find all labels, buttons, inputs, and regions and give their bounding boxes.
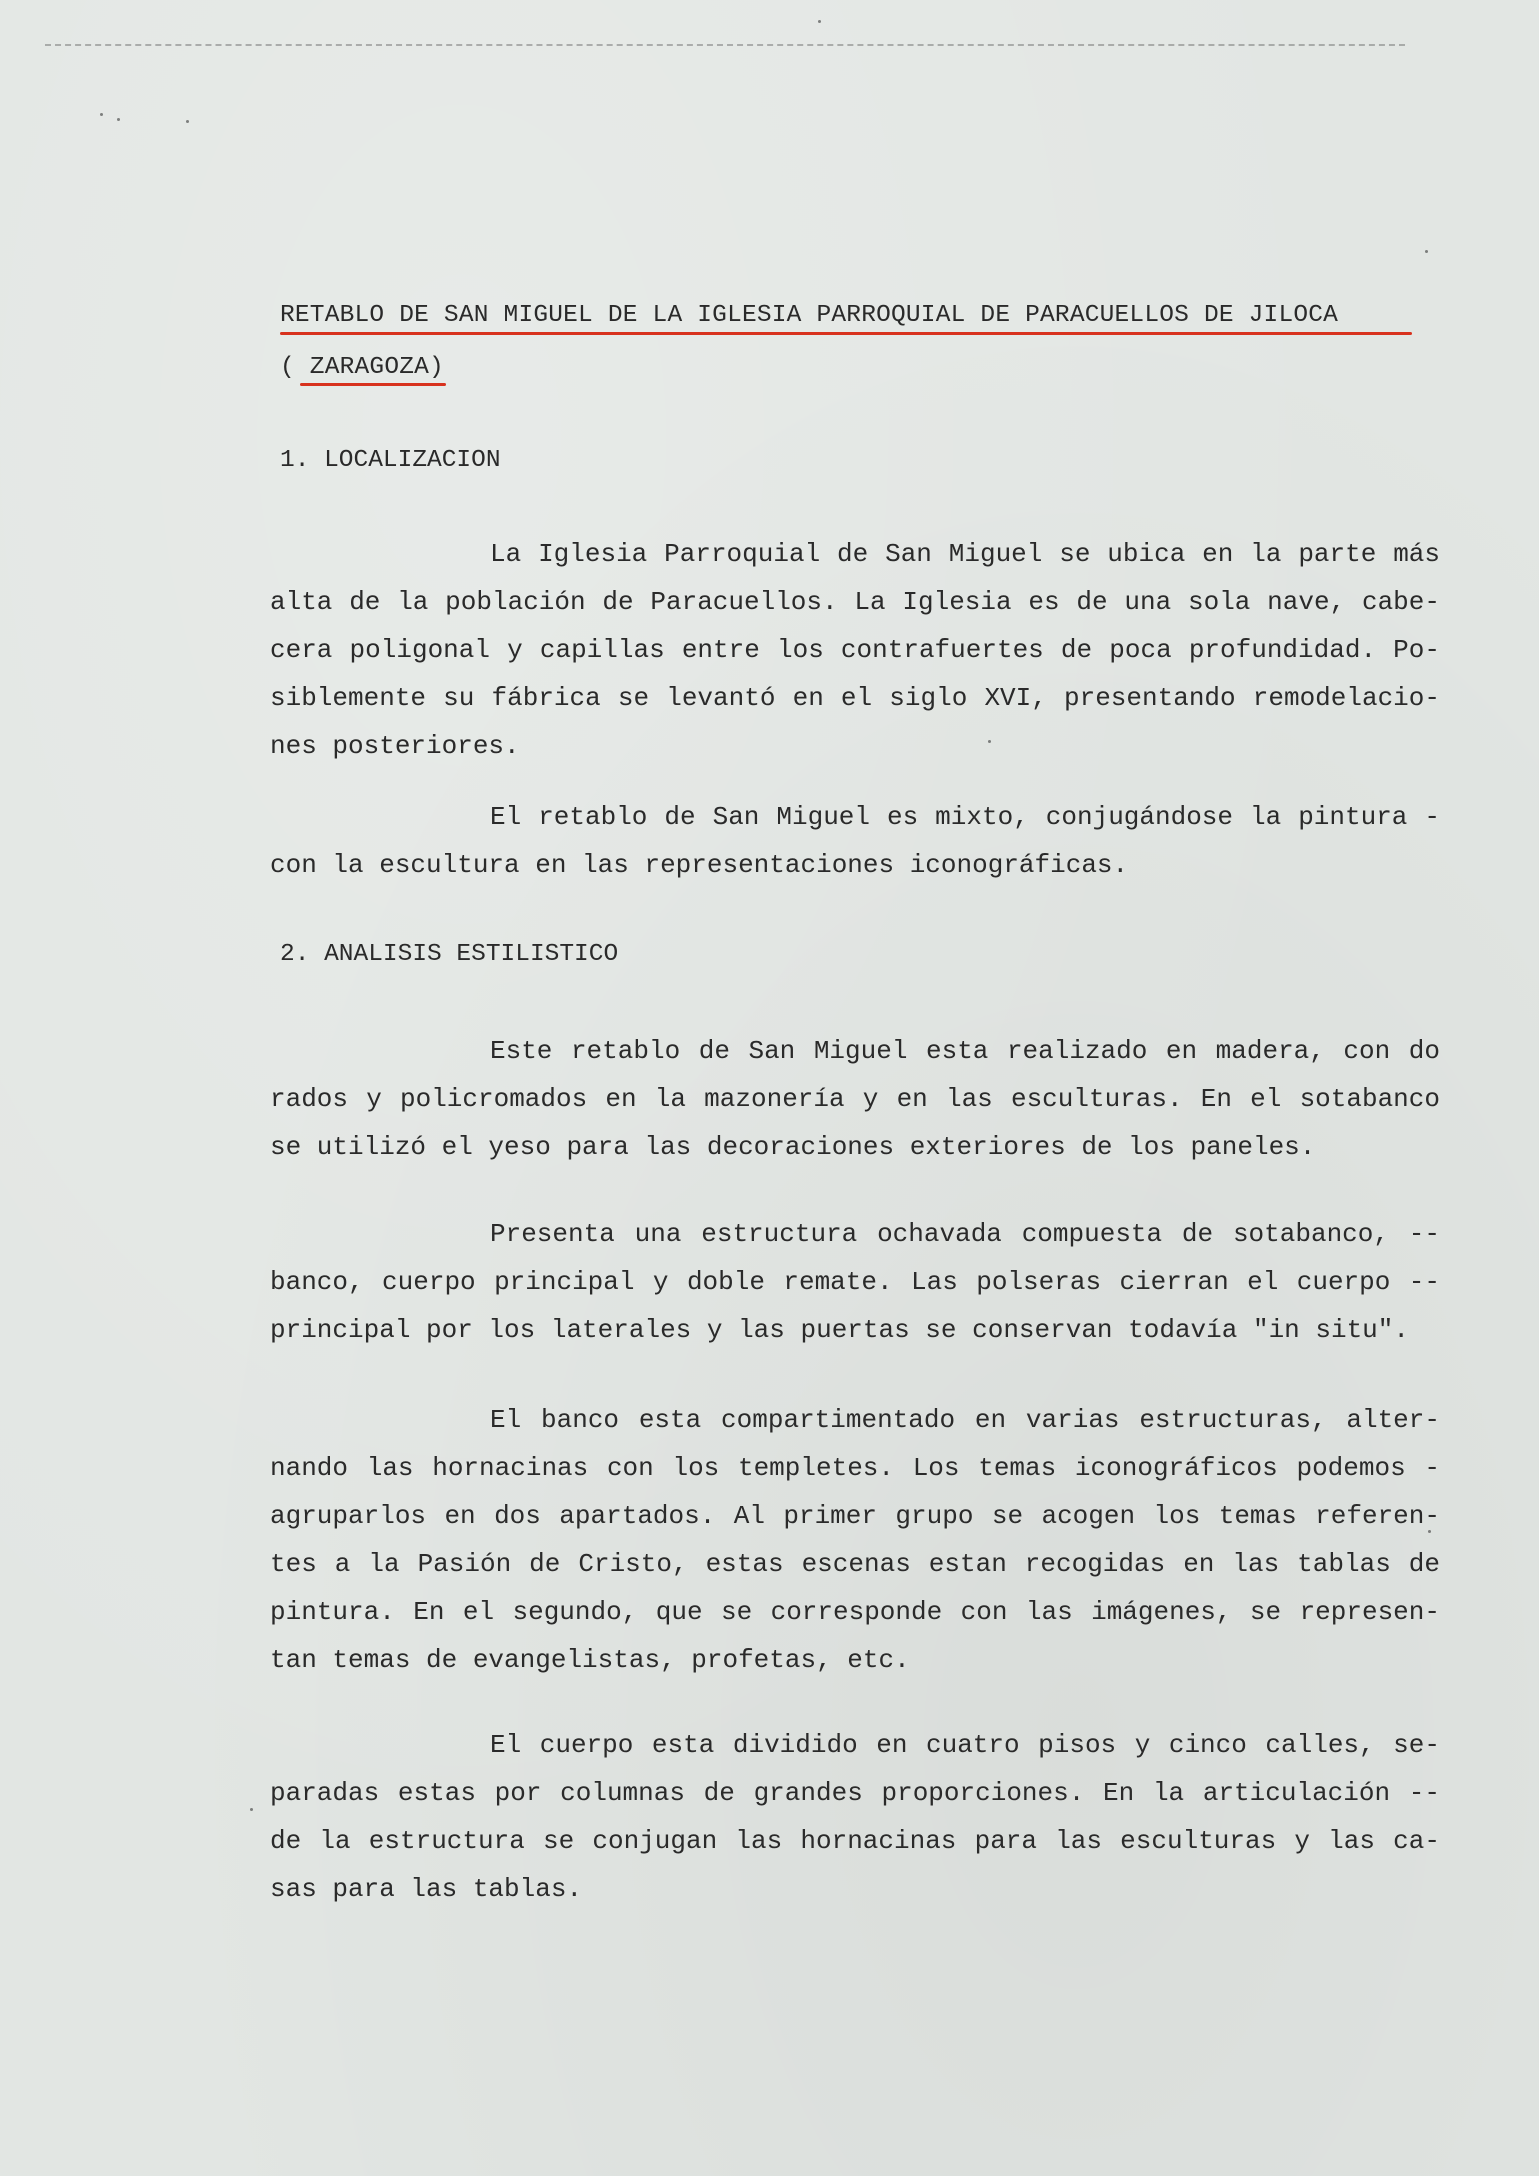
paragraph-line: nando las hornacinas con los templetes. Los temas iconográficos podemos -: [270, 1453, 1440, 1483]
paragraph-line: La Iglesia Parroquial de San Miguel se ubica en la parte más: [490, 539, 1440, 569]
paragraph-line: rados y policromados en la mazonería y en las esculturas. En el sotabanco: [270, 1084, 1440, 1114]
paragraph: [270, 793, 1440, 889]
paragraph-line: se utilizó el yeso para las decoraciones exteriores de los paneles.: [270, 1132, 1316, 1162]
scan-speck: [117, 118, 120, 121]
section-heading-localizacion: 1. LOCALIZACION: [280, 447, 501, 474]
paragraph-line: agruparlos en dos apartados. Al primer grupo se acogen los temas referen-: [270, 1501, 1440, 1531]
paragraph-line: El retablo de San Miguel es mixto, conjugándose la pintura -: [490, 802, 1440, 832]
paragraph-line: siblemente su fábrica se levantó en el siglo XVI, presentando remodelacio-: [270, 683, 1440, 713]
section-heading-analisis-estilistico: 2. ANALISIS ESTILISTICO: [280, 941, 619, 968]
title-underline-2: [300, 383, 446, 386]
paragraph: [270, 530, 1440, 770]
paragraph-line: cera poligonal y capillas entre los contrafuertes de poca profundidad. Po-: [270, 635, 1440, 665]
paragraph-line: tan temas de evangelistas, profetas, etc.: [270, 1645, 910, 1675]
paragraph-line: con la escultura en las representaciones iconográficas.: [270, 850, 1129, 880]
paragraph: [270, 1210, 1440, 1354]
paragraph-line: Este retablo de San Miguel esta realizado en madera, con do: [490, 1036, 1440, 1066]
paragraph: [270, 1027, 1440, 1171]
paragraph-line: Presenta una estructura ochavada compuesta de sotabanco, --: [490, 1219, 1440, 1249]
title-underline-1: [280, 332, 1412, 335]
paragraph: [270, 1396, 1440, 1684]
paragraph-line: paradas estas por columnas de grandes proporciones. En la articulación --: [270, 1778, 1440, 1808]
paragraph-line: pintura. En el segundo, que se corresponde con las imágenes, se represen-: [270, 1597, 1440, 1627]
paragraph-line: sas para las tablas.: [270, 1874, 583, 1904]
scan-speck: [100, 113, 103, 116]
paragraph-line: nes posteriores.: [270, 731, 520, 761]
scan-speck: [818, 20, 821, 23]
scan-speck: [1425, 250, 1428, 253]
scan-artifact-line: [45, 44, 1405, 46]
paragraph-line: alta de la población de Paracuellos. La Iglesia es de una sola nave, cabe-: [270, 587, 1440, 617]
paragraph-line: El cuerpo esta dividido en cuatro pisos y cinco calles, se-: [490, 1730, 1440, 1760]
paragraph-line: principal por los laterales y las puertas se conservan todavía "in situ".: [270, 1315, 1409, 1345]
scan-speck: [186, 120, 189, 123]
paragraph-line: banco, cuerpo principal y doble remate. Las polseras cierran el cuerpo --: [270, 1267, 1440, 1297]
paragraph-line: El banco esta compartimentado en varias estructuras, alter-: [490, 1405, 1440, 1435]
scan-speck: [250, 1808, 253, 1811]
paragraph-line: de la estructura se conjugan las hornacinas para las esculturas y las ca-: [270, 1826, 1440, 1856]
paragraph: [270, 1721, 1440, 1913]
document-title-line-2: ( ZARAGOZA): [280, 354, 444, 381]
document-title-line-1: RETABLO DE SAN MIGUEL DE LA IGLESIA PARROQUIAL DE PARACUELLOS DE JILOCA: [280, 302, 1339, 329]
paragraph-line: tes a la Pasión de Cristo, estas escenas estan recogidas en las tablas de: [270, 1549, 1440, 1579]
